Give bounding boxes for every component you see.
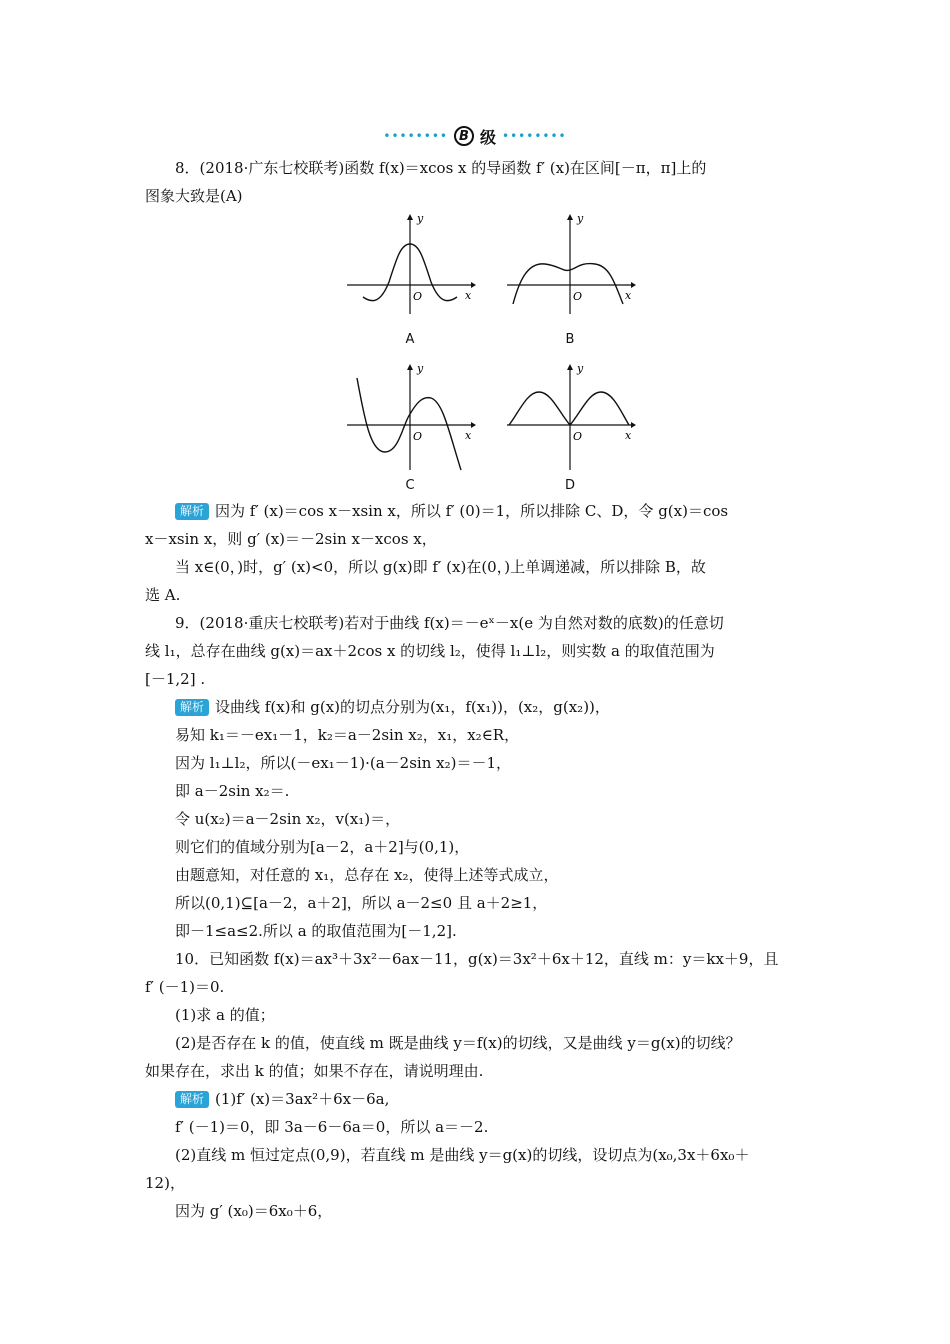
q9-analysis-line-4: 即 a－2sin x₂＝.	[175, 782, 290, 800]
q10-stem-line-5: 如果存在，求出 k 的值；如果不存在，请说明理由.	[145, 1062, 484, 1080]
q8-analysis-line-1	[175, 501, 807, 521]
origin-label: O	[573, 430, 583, 443]
axis-y-label: y	[577, 212, 584, 225]
q9-analysis-line-9: 即－1≤a≤2.所以 a 的取值范围为[－1,2].	[175, 922, 457, 940]
option-label-d: D	[564, 478, 575, 493]
q10-analysis-text-1: (1)f′ (x)＝3ax²＋6x－6a,	[215, 1090, 390, 1108]
q9-analysis-line-7: 由题意知，对任意的 x₁，总存在 x₂，使得上述等式成立，	[175, 866, 559, 884]
q9-analysis-text-1: 设曲线 f(x)和 g(x)的切点分别为(x₁，f(x₁))，(x₂，g(x₂))，	[215, 698, 610, 716]
q9-analysis-line-2: 易知 k₁＝－ex₁－1，k₂＝a－2sin x₂，x₁，x₂∈R，	[175, 726, 520, 744]
analysis-tag: 解析	[175, 503, 209, 520]
q10-stem-line-1: 10．已知函数 f(x)＝ax³＋3x²－6ax－11，g(x)＝3x²＋6x＋12，直线 m：y＝kx＋9，且	[175, 950, 779, 968]
axis-y-label: y	[577, 362, 584, 375]
q9-stem-line-3: [－1,2] .	[145, 670, 206, 688]
q8-stem-line-1: 8．(2018·广东七校联考)函数 f(x)＝xcos x 的导函数 f′ (x)在区间[－π，π]上的	[175, 159, 707, 177]
q10-analysis-line-2: f′ (－1)＝0，即 3a－6－6a＝0，所以 a＝－2.	[175, 1118, 489, 1136]
q9-analysis-line-3: 因为 l₁⊥l₂，所以(－ex₁－1)·(a－2sin x₂)＝－1，	[175, 754, 511, 772]
option-label-a: A	[405, 332, 415, 347]
axis-y-label: y	[417, 362, 424, 375]
q8-analysis-text-1: 因为 f′ (x)＝cos x－xsin x，所以 f′ (0)＝1，所以排除 C、D，令 g(x)＝cos	[215, 502, 729, 520]
q8-analysis-line-4: 选 A.	[145, 586, 181, 604]
q10-stem-line-2: f′ (－1)＝0.	[145, 978, 225, 996]
graph-option-b	[505, 212, 635, 347]
q9-stem-line-1: 9．(2018·重庆七校联考)若对于曲线 f(x)＝－eˣ－x(e 为自然对数的底数)的任意切	[175, 614, 724, 632]
axis-x-label: x	[625, 429, 632, 442]
option-label-b: B	[565, 332, 575, 347]
origin-label: O	[413, 290, 423, 303]
decorative-dots-right: ••••••••	[502, 129, 567, 143]
origin-label: O	[413, 430, 423, 443]
q8-analysis-line-3: 当 x∈(0，)时，g′ (x)<0，所以 g(x)即 f′ (x)在(0，)上单调递减，所以排除 B，故	[175, 558, 706, 576]
analysis-tag: 解析	[175, 1091, 209, 1108]
q8-analysis-line-2: x－xsin x，则 g′ (x)＝－2sin x－xcos x，	[145, 530, 437, 548]
q10-analysis-line-4: 12)，	[145, 1174, 185, 1192]
option-label-c: C	[405, 478, 415, 493]
analysis-tag: 解析	[175, 699, 209, 716]
graph-option-a	[345, 212, 475, 347]
level-b-badge: B	[454, 126, 474, 146]
axis-x-label: x	[625, 289, 632, 302]
graph-option-d	[505, 362, 635, 493]
q10-analysis-line-5: 因为 g′ (x₀)＝6x₀＋6，	[175, 1202, 333, 1220]
q10-analysis-line-1	[175, 1089, 807, 1109]
decorative-dots-left: ••••••••	[383, 129, 448, 143]
q9-analysis-line-1	[175, 697, 807, 717]
q9-stem-line-2: 线 l₁，总存在曲线 g(x)＝ax＋2cos x 的切线 l₂，使得 l₁⊥l₂，则实数 a 的取值范围为	[145, 642, 715, 660]
origin-label: O	[573, 290, 583, 303]
axis-x-label: x	[465, 289, 472, 302]
q9-analysis-line-8: 所以(0,1)⊆[a－2，a＋2]，所以 a－2≤0 且 a＋2≥1，	[175, 894, 548, 912]
q8-stem-line-2: 图象大致是(A)	[145, 187, 243, 205]
q10-stem-line-4: (2)是否存在 k 的值，使直线 m 既是曲线 y＝f(x)的切线，又是曲线 y＝g(x)的切线？	[175, 1034, 741, 1052]
graph-option-c	[345, 362, 475, 493]
q10-analysis-line-3: (2)直线 m 恒过定点(0,9)，若直线 m 是曲线 y＝g(x)的切线，设切点为(x₀,3x＋6x₀＋	[175, 1146, 750, 1164]
axis-y-label: y	[417, 212, 424, 225]
q9-analysis-line-6: 则它们的值域分别为[a－2，a＋2]与(0,1)，	[175, 838, 470, 856]
axis-x-label: x	[465, 429, 472, 442]
q10-stem-line-3: (1)求 a 的值；	[175, 1006, 275, 1024]
q9-analysis-line-5: 令 u(x₂)＝a－2sin x₂，v(x₁)＝，	[175, 810, 401, 828]
level-label: 级	[479, 127, 496, 147]
level-b-header	[380, 124, 570, 148]
